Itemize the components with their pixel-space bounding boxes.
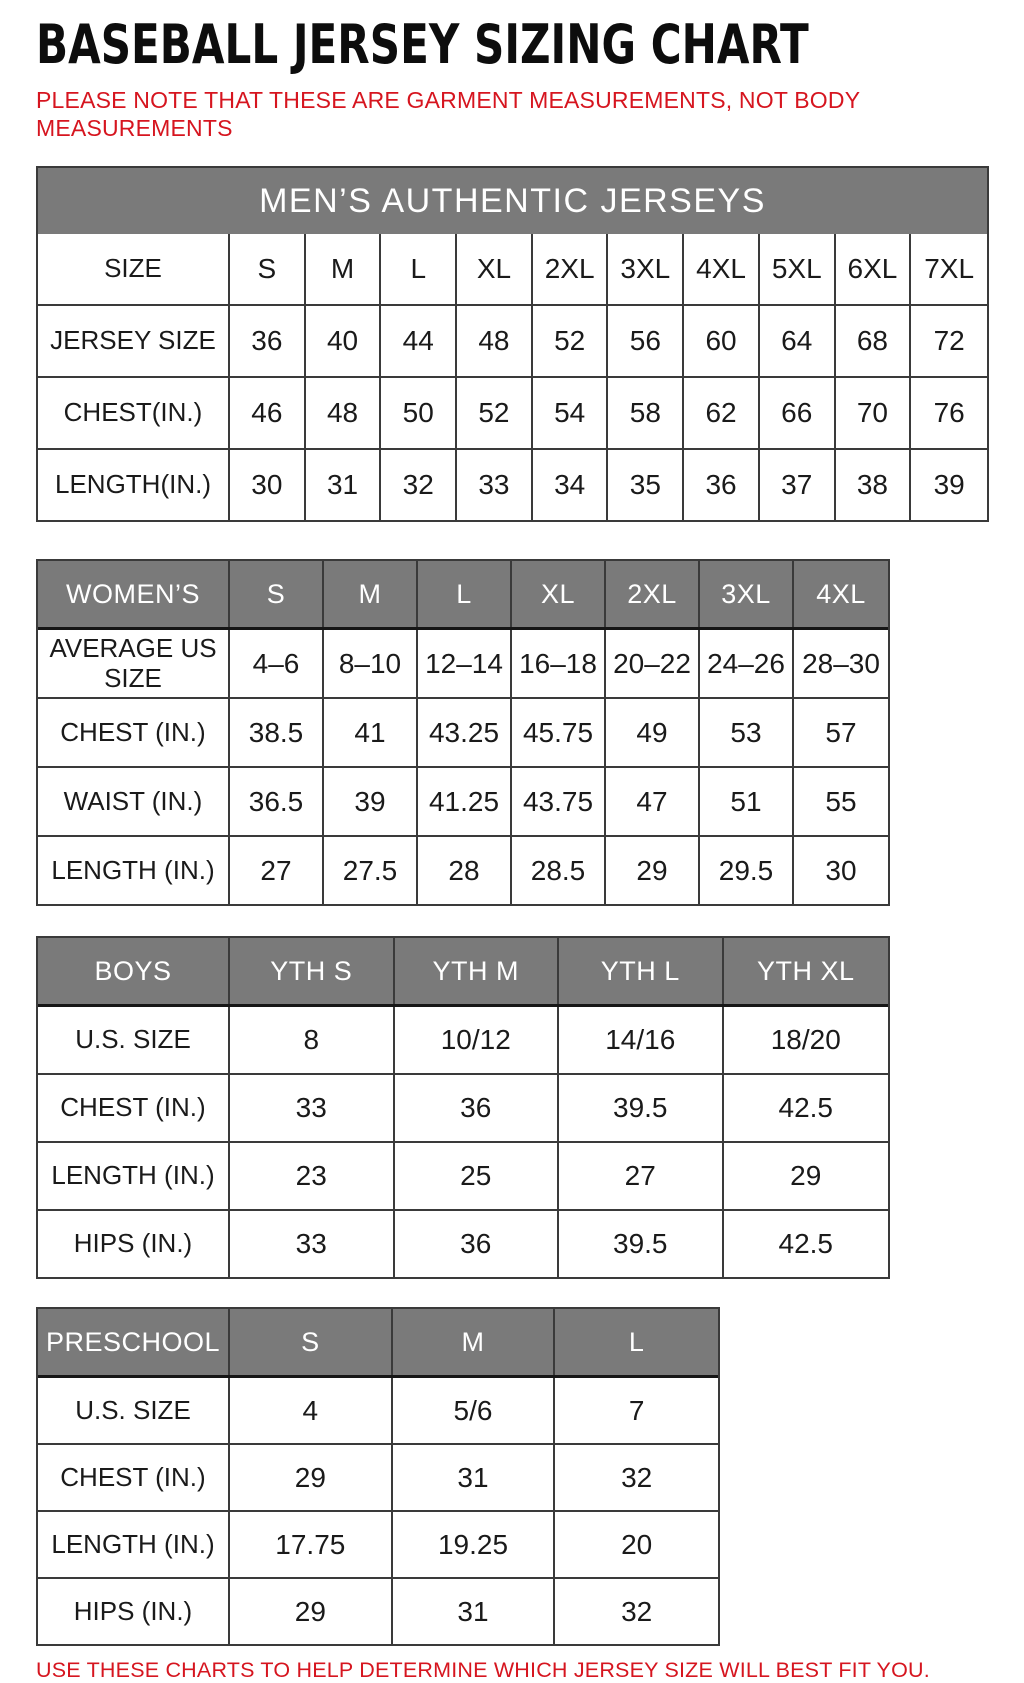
size-value-cell: 33 — [457, 450, 533, 520]
size-value-cell: 20 — [621, 1528, 653, 1560]
size-value-cell: 14/16 — [559, 1007, 724, 1073]
size-value-cell: 19.25 — [393, 1512, 556, 1577]
size-row — [38, 234, 987, 304]
row-label: CHEST(IN.) — [38, 378, 230, 448]
size-value-cell: 28–30 — [802, 647, 880, 679]
row-label: U.S. SIZE — [38, 1007, 230, 1073]
size-value-cell: 45.75 — [512, 699, 606, 766]
size-row — [38, 1510, 718, 1577]
size-value-cell: L — [381, 234, 457, 304]
row-label: HIPS (IN.) — [38, 1579, 230, 1644]
size-value-cell: 7 — [628, 1394, 645, 1426]
size-value-cell: 53 — [700, 699, 794, 766]
size-value-cell: 38 — [836, 450, 912, 520]
row-label: HIPS (IN.) — [38, 1211, 230, 1277]
size-value-cell: 31 — [393, 1445, 556, 1510]
size-value-cell: 76 — [933, 397, 965, 429]
size-row — [38, 766, 888, 835]
row-label: JERSEY SIZE — [38, 306, 230, 376]
header-row — [38, 938, 888, 1007]
size-value-cell: 48 — [306, 378, 382, 448]
size-value-cell: 66 — [760, 378, 836, 448]
row-label: CHEST (IN.) — [38, 1075, 230, 1141]
size-value-cell: 25 — [395, 1143, 560, 1209]
size-value-cell: 57 — [825, 716, 857, 748]
size-value-cell: 29 — [790, 1160, 822, 1192]
page-title: BASEBALL JERSEY SIZING CHART — [36, 13, 809, 76]
header-size-cell: YTH XL — [756, 955, 855, 986]
size-value-cell: 28.5 — [512, 837, 606, 904]
size-value-cell: XL — [457, 234, 533, 304]
size-value-cell: 54 — [533, 378, 609, 448]
size-value-cell: 5/6 — [393, 1378, 556, 1443]
size-value-cell: 20–22 — [606, 630, 700, 697]
size-value-cell: 32 — [381, 450, 457, 520]
size-value-cell: 52 — [457, 378, 533, 448]
size-value-cell: 16–18 — [512, 630, 606, 697]
size-value-cell: 36 — [395, 1211, 560, 1277]
size-value-cell: 33 — [230, 1211, 395, 1277]
size-value-cell: 42.5 — [778, 1092, 833, 1124]
garment-measurements-note: PLEASE NOTE THAT THESE ARE GARMENT MEASUREMENTS, NOT BODY MEASUREMENTS — [36, 87, 860, 142]
size-value-cell: 46 — [230, 378, 306, 448]
header-label: PRESCHOOL — [38, 1309, 230, 1375]
header-size-cell: S — [230, 561, 324, 627]
size-value-cell: 10/12 — [395, 1007, 560, 1073]
size-value-cell: 7XL — [924, 253, 975, 285]
size-value-cell: 18/20 — [770, 1024, 841, 1056]
size-value-cell: 39.5 — [559, 1075, 724, 1141]
size-row — [38, 697, 888, 766]
size-value-cell: 30 — [825, 854, 857, 886]
header-size-cell: L — [628, 1326, 645, 1357]
size-value-cell: 31 — [306, 450, 382, 520]
size-value-cell: 72 — [933, 325, 965, 357]
size-value-cell: 34 — [533, 450, 609, 520]
preschool-sizing-table — [36, 1307, 720, 1646]
size-value-cell: 27 — [559, 1143, 724, 1209]
header-size-cell: YTH M — [395, 938, 560, 1004]
header-size-cell: XL — [512, 561, 606, 627]
size-row — [38, 1073, 888, 1141]
size-value-cell: 36 — [230, 306, 306, 376]
size-value-cell: 23 — [230, 1143, 395, 1209]
size-value-cell: 27.5 — [324, 837, 418, 904]
size-value-cell: 41 — [324, 699, 418, 766]
row-label: U.S. SIZE — [38, 1378, 230, 1443]
size-row — [38, 630, 888, 697]
size-value-cell: 62 — [684, 378, 760, 448]
size-value-cell: 68 — [836, 306, 912, 376]
size-value-cell: 43.75 — [512, 768, 606, 835]
size-value-cell: 50 — [381, 378, 457, 448]
size-value-cell: 4–6 — [230, 630, 324, 697]
size-value-cell: 17.75 — [230, 1512, 393, 1577]
size-value-cell: 52 — [533, 306, 609, 376]
size-value-cell: 42.5 — [778, 1228, 833, 1260]
size-value-cell: 60 — [684, 306, 760, 376]
row-label: CHEST (IN.) — [38, 1445, 230, 1510]
size-row — [38, 835, 888, 904]
row-label: LENGTH(IN.) — [38, 450, 230, 520]
size-value-cell: 39 — [324, 768, 418, 835]
header-size-cell: M — [393, 1309, 556, 1375]
row-label: CHEST (IN.) — [38, 699, 230, 766]
boys-sizing-table — [36, 936, 890, 1279]
size-value-cell: 41.25 — [418, 768, 512, 835]
size-row — [38, 1577, 718, 1644]
size-value-cell: 5XL — [760, 234, 836, 304]
size-value-cell: 4 — [230, 1378, 393, 1443]
size-value-cell: 29.5 — [700, 837, 794, 904]
footer-note: USE THESE CHARTS TO HELP DETERMINE WHICH JERSEY SIZE WILL BEST FIT YOU. — [36, 1658, 930, 1683]
size-value-cell: 70 — [836, 378, 912, 448]
size-value-cell: 36 — [395, 1075, 560, 1141]
size-value-cell: 44 — [381, 306, 457, 376]
row-label: SIZE — [38, 234, 230, 304]
mens-sizing-table — [36, 166, 989, 522]
size-value-cell: 48 — [457, 306, 533, 376]
header-size-cell: YTH L — [559, 938, 724, 1004]
size-value-cell: 33 — [230, 1075, 395, 1141]
size-value-cell: 55 — [825, 785, 857, 817]
size-value-cell: 29 — [230, 1445, 393, 1510]
header-size-cell: L — [418, 561, 512, 627]
size-value-cell: 58 — [608, 378, 684, 448]
size-value-cell: 35 — [608, 450, 684, 520]
size-row — [38, 1209, 888, 1277]
size-value-cell: 64 — [760, 306, 836, 376]
size-value-cell: 2XL — [533, 234, 609, 304]
size-value-cell: 36 — [684, 450, 760, 520]
size-value-cell: 28 — [418, 837, 512, 904]
header-size-cell: 2XL — [606, 561, 700, 627]
header-size-cell: M — [324, 561, 418, 627]
header-size-cell: 4XL — [816, 578, 866, 609]
size-row — [38, 376, 987, 448]
size-value-cell: 8 — [230, 1007, 395, 1073]
header-row — [38, 561, 888, 630]
size-row — [38, 448, 987, 520]
header-size-cell: YTH S — [230, 938, 395, 1004]
size-value-cell: 29 — [230, 1579, 393, 1644]
womens-sizing-table — [36, 559, 890, 906]
row-label: LENGTH (IN.) — [38, 1512, 230, 1577]
row-label: LENGTH (IN.) — [38, 837, 230, 904]
size-value-cell: 49 — [606, 699, 700, 766]
size-value-cell: 37 — [760, 450, 836, 520]
size-value-cell: 31 — [393, 1579, 556, 1644]
size-value-cell: 47 — [606, 768, 700, 835]
header-label: WOMEN’S — [38, 561, 230, 627]
header-size-cell: 3XL — [700, 561, 794, 627]
size-value-cell: 29 — [606, 837, 700, 904]
size-value-cell: 24–26 — [700, 630, 794, 697]
row-label: WAIST (IN.) — [38, 768, 230, 835]
size-row — [38, 1378, 718, 1443]
header-row — [38, 1309, 718, 1378]
size-value-cell: 8–10 — [324, 630, 418, 697]
size-value-cell: 40 — [306, 306, 382, 376]
size-row — [38, 1443, 718, 1510]
table-banner: MEN’S AUTHENTIC JERSEYS — [38, 168, 987, 234]
size-value-cell: 39 — [933, 469, 965, 501]
size-value-cell: 36.5 — [230, 768, 324, 835]
row-label: AVERAGE US SIZE — [38, 630, 230, 697]
size-value-cell: 43.25 — [418, 699, 512, 766]
size-value-cell: M — [306, 234, 382, 304]
size-row — [38, 1141, 888, 1209]
size-value-cell: 32 — [621, 1461, 653, 1493]
size-value-cell: 38.5 — [230, 699, 324, 766]
size-value-cell: 30 — [230, 450, 306, 520]
size-value-cell: 6XL — [836, 234, 912, 304]
size-value-cell: 32 — [621, 1595, 653, 1627]
size-value-cell: 4XL — [684, 234, 760, 304]
header-size-cell: S — [230, 1309, 393, 1375]
size-value-cell: 27 — [230, 837, 324, 904]
row-label: LENGTH (IN.) — [38, 1143, 230, 1209]
size-value-cell: 39.5 — [559, 1211, 724, 1277]
size-value-cell: 12–14 — [418, 630, 512, 697]
size-value-cell: 56 — [608, 306, 684, 376]
size-value-cell: 3XL — [608, 234, 684, 304]
size-value-cell: S — [230, 234, 306, 304]
size-row — [38, 1007, 888, 1073]
size-value-cell: 51 — [700, 768, 794, 835]
size-row — [38, 304, 987, 376]
header-label: BOYS — [38, 938, 230, 1004]
